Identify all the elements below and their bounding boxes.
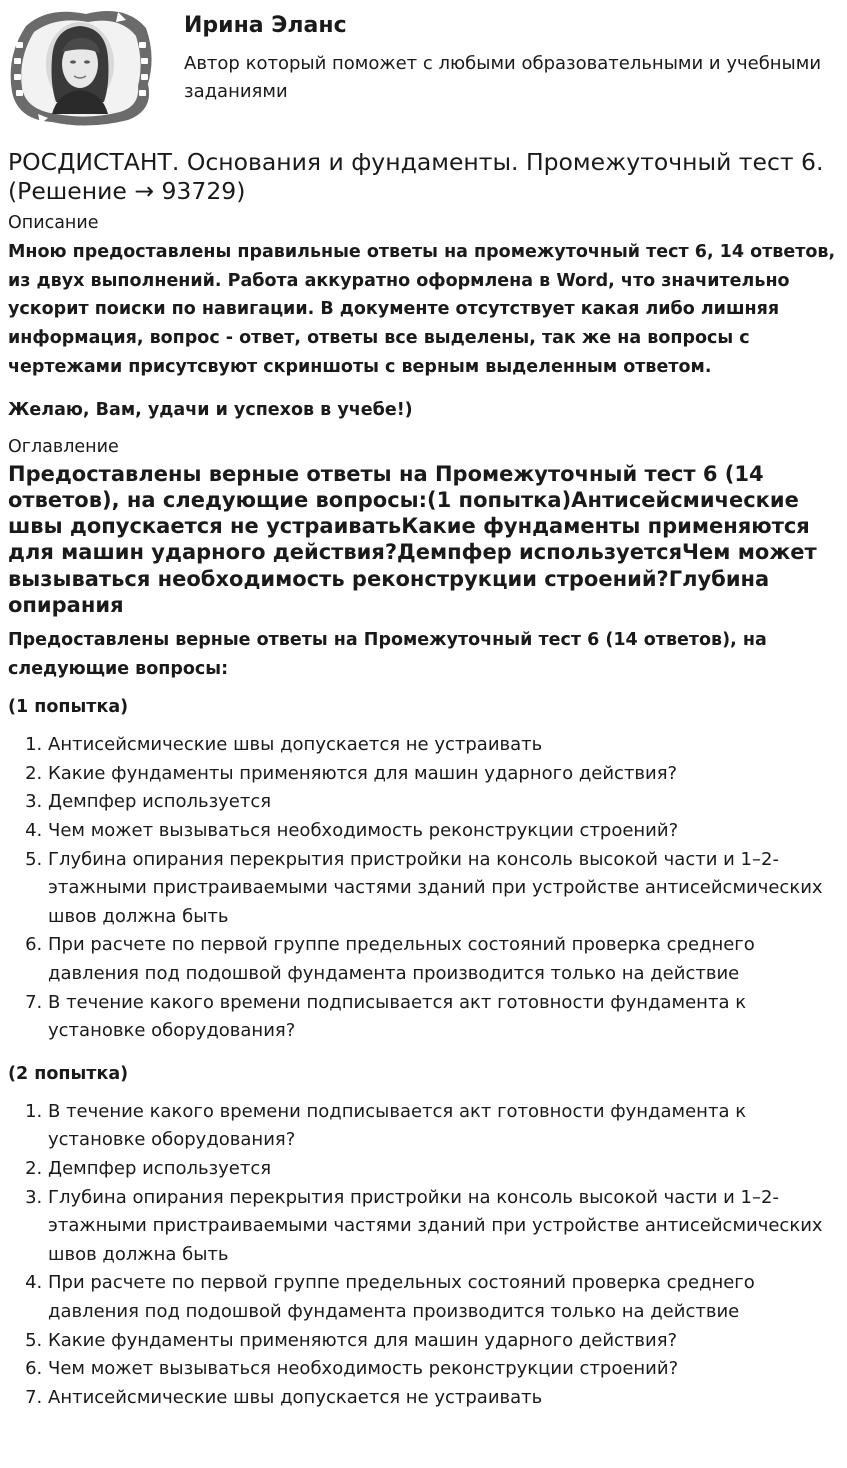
list-item: 1. Антисейсмические швы допускается не устраивать [48, 731, 839, 760]
author-card [8, 0, 839, 138]
list-item: 5. Какие фундаменты применяются для машин ударного действия? [48, 1327, 839, 1356]
page-title: РОСДИСТАНТ. Основания и фундаменты. Промежуточный тест 6. (Решение → 93729) [8, 148, 824, 205]
list-item: 2. Какие фундаменты применяются для машин ударного действия? [48, 760, 839, 789]
list-item: 3. Демпфер используется [48, 788, 839, 817]
list-item: 6. При расчете по первой группе предельных состояний проверка среднего давления под подошвой фундамента производится только на действие [48, 931, 839, 988]
toc-label: Оглавление [8, 436, 119, 457]
author-bio: Автор который поможет с любыми образовательными и учебными заданиями [184, 53, 822, 102]
list-item: 3. Глубина опирания перекрытия пристройки на консоль высокой части и 1–2-этажными пристраиваемыми частями зданий при устройстве антисейсмических швов должна быть [48, 1184, 839, 1270]
list-item: 4. При расчете по первой группе предельных состояний проверка среднего давления под подошвой фундамента производится только на действие [48, 1269, 839, 1326]
list-item: 4. Чем может вызываться необходимость реконструкции строений? [48, 817, 839, 846]
attempt-1-list [8, 731, 839, 1046]
avatar-portrait [46, 22, 114, 114]
description-label: Описание [8, 213, 99, 233]
list-item: 7. В течение какого времени подписывается акт готовности фундамента к установке оборудования? [48, 989, 839, 1046]
list-item: 2. Демпфер используется [48, 1155, 839, 1184]
description-wish: Желаю, Вам, удачи и успехов в учебе!) [8, 399, 413, 420]
attempt-2-list [8, 1098, 839, 1413]
list-item: 5. Глубина опирания перекрытия пристройки на консоль высокой части и 1–2-этажными пристраиваемыми частями зданий при устройстве антисейсмических швов должна быть [48, 846, 839, 932]
list-item: 1. В течение какого времени подписывается акт готовности фундамента к установке оборудования? [48, 1098, 839, 1155]
page [8, 0, 839, 1412]
list-item: 7. Антисейсмические швы допускается не устраивать [48, 1384, 839, 1413]
list-item: 6. Чем может вызываться необходимость реконструкции строений? [48, 1355, 839, 1384]
toc-heading: Предоставлены верные ответы на Промежуточный тест 6 (14 ответов), на следующие вопросы:(1 попытка)Антисейсмические швы допускается не устраиватьКакие фундаменты применяются для машин ударного действия?Демпфер используетсяЧем может вызываться необходимость реконструкции строений?Глубина опирания [8, 461, 817, 617]
toc-intro: Предоставлены верные ответы на Промежуточный тест 6 (14 ответов), на следующие вопросы: [8, 630, 767, 679]
attempt-2-label: (2 попытка) [8, 1063, 129, 1084]
attempt-1-label: (1 попытка) [8, 697, 129, 718]
author-avatar[interactable] [8, 6, 154, 126]
description-text: Мною предоставлены правильные ответы на промежуточный тест 6, 14 ответов, из двух выполнений. Работа аккуратно оформлена в Word, что значительно ускорит поиски по навигации. В документе отсутствует какая либо лишняя информация, вопрос - ответ, ответы все выделены, так же на вопросы с чертежами присутсвуют скриншоты с верным выделенным ответом. [8, 242, 836, 377]
author-name[interactable]: Ирина Эланс [184, 13, 347, 38]
